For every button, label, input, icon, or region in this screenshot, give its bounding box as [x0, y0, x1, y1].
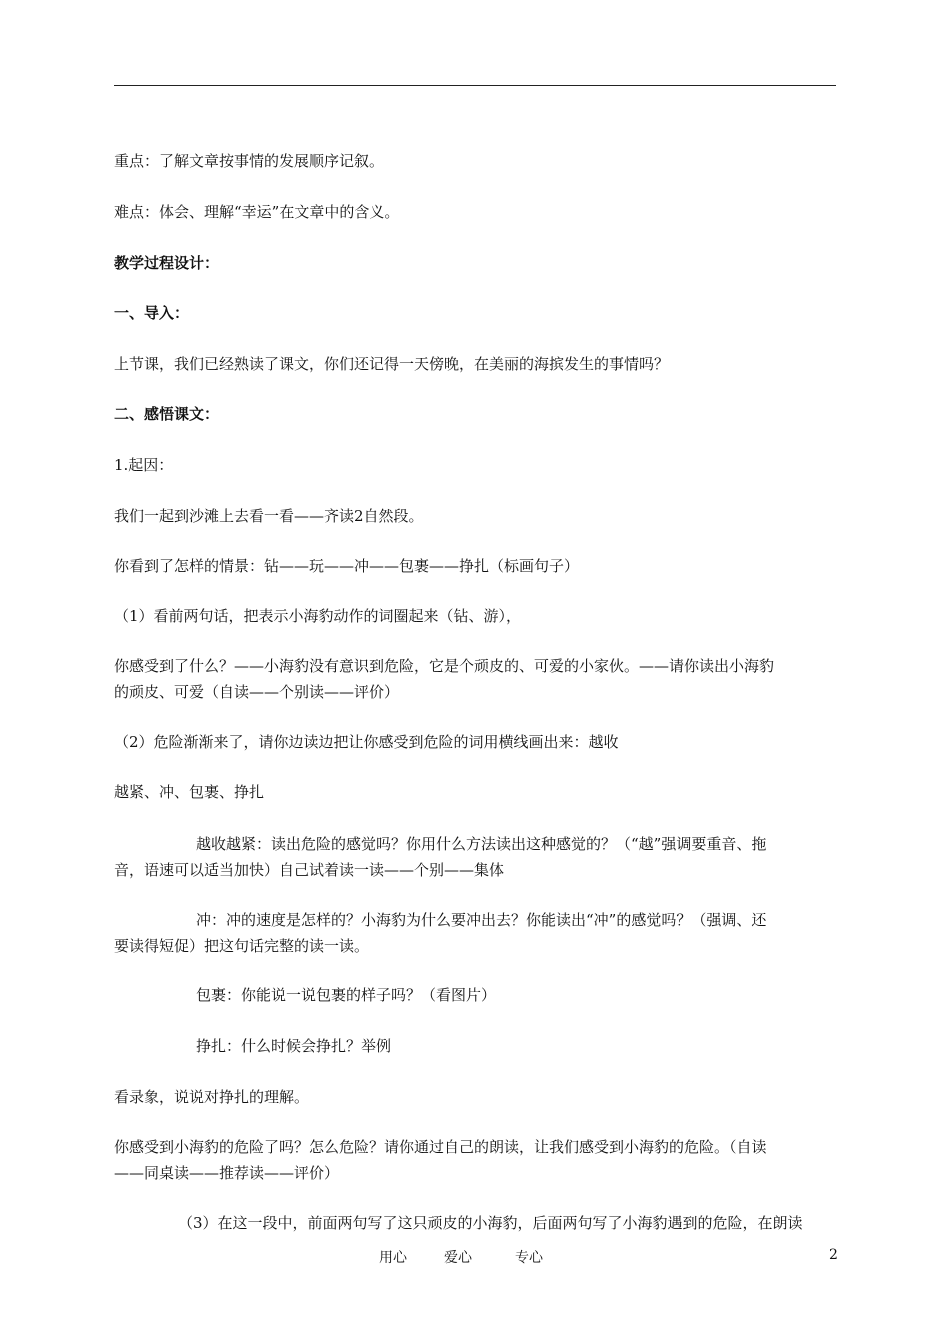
- paragraph-continuation: 的顽皮、可爱（自读——个别读——评价）: [114, 683, 400, 701]
- section-heading-process: 教学过程设计：: [114, 254, 220, 272]
- paragraph: 你看到了怎样的情景：钻——玩——冲——包裹——挣扎（标画句子）: [114, 557, 580, 575]
- paragraph-item-1: （1）看前两句话，把表示小海豹动作的词圈起来（钻、游），: [114, 607, 522, 625]
- footer-motto-3: 专心: [515, 1250, 543, 1266]
- paragraph-indented: 包裹：你能说一说包裹的样子吗？（看图片）: [196, 986, 497, 1004]
- footer-motto-2: 爱心: [444, 1250, 472, 1266]
- paragraph-item-3: （3）在这一段中，前面两句写了这只顽皮的小海豹，后面两句写了小海豹遇到的危险，在朗读: [178, 1214, 803, 1232]
- page-number: 2: [829, 1247, 838, 1263]
- paragraph-indented: 挣扎：什么时候会挣扎？举例: [196, 1037, 392, 1055]
- section-heading-intro: 一、导入：: [114, 304, 190, 322]
- paragraph-item-2: （2）危险渐渐来了，请你边读边把让你感受到危险的词用横线画出来：越收: [114, 733, 619, 751]
- intro-paragraph: 上节课，我们已经熟读了课文，你们还记得一天傍晚，在美丽的海摈发生的事情吗？: [114, 355, 670, 373]
- paragraph-continuation: 要读得短促）把这句话完整的读一读。: [114, 937, 370, 955]
- subheading-cause: 1.起因：: [114, 456, 174, 474]
- paragraph-indented: 冲：冲的速度是怎样的？小海豹为什么要冲出去？你能读出“冲”的感觉吗？（强调、还: [196, 911, 767, 929]
- paragraph: 我们一起到沙滩上去看一看——齐读2自然段。: [114, 507, 424, 525]
- paragraph-continuation: 音，语速可以适当加快）自己试着读一读——个别——集体: [114, 861, 505, 879]
- section-heading-text: 二、感悟课文：: [114, 405, 220, 423]
- header-rule: [114, 85, 836, 86]
- page-footer: [0, 1247, 950, 1267]
- paragraph-continuation: ——同桌读——推荐读——评价）: [114, 1164, 340, 1182]
- paragraph: 看录象，说说对挣扎的理解。: [114, 1088, 310, 1106]
- paragraph: 你感受到了什么？——小海豹没有意识到危险，它是个顽皮的、可爱的小家伙。——请你读出小海豹: [114, 657, 775, 675]
- paragraph-indented: 越收越紧：读出危险的感觉吗？你用什么方法读出这种感觉的？（“越”强调要重音、拖: [196, 835, 767, 853]
- footer-motto-1: 用心: [379, 1250, 407, 1266]
- difficult-point: 难点：体会、理解“幸运”在文章中的含义。: [114, 203, 400, 221]
- paragraph: 你感受到小海豹的危险了吗？怎么危险？请你通过自己的朗读，让我们感受到小海豹的危险。（自读: [114, 1138, 767, 1156]
- key-point: 重点：了解文章按事情的发展顺序记叙。: [114, 152, 385, 170]
- paragraph: 越紧、冲、包裹、挣扎: [114, 783, 265, 801]
